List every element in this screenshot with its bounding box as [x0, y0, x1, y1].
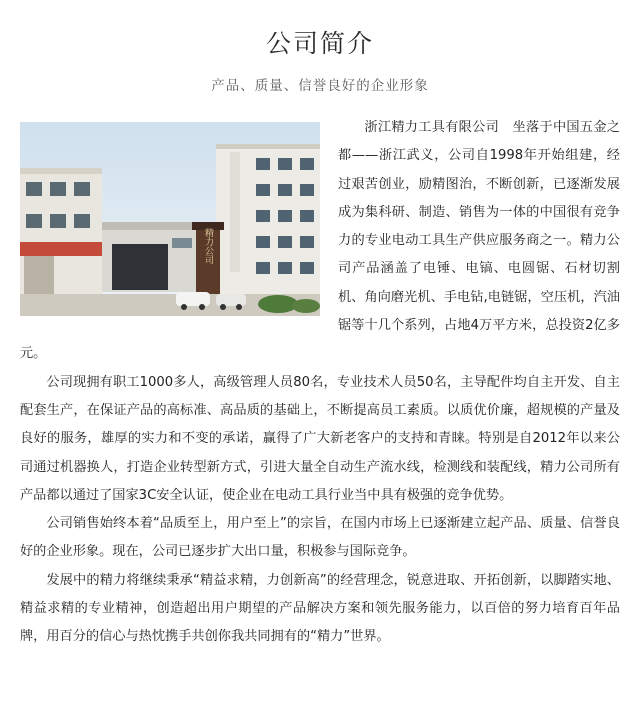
gate-sign-text: 精力公司	[203, 228, 213, 264]
intro-text	[20, 114, 620, 652]
paragraph-4: 发展中的精力将继续秉承“精益求精，力创新高”的经营理念，锐意进取、开拓创新，以脚踏实地、精益求精的专业精神，创造超出用户期望的产品解决方案和领先服务能力，以百倍的努力培育百年品牌，用百分的信心与热忱携手共创你我共同拥有的“精力”世界。	[20, 572, 620, 645]
paragraph-1: 浙江精力工具有限公司 坐落于中国五金之都——浙江武义，公司自1998年开始组建，经过艰苦创业，励精图治，不断创新，已逐渐发展成为集科研、制造、销售为一体的中国很有竞争力的专业电动工具生产供应服务商之一。精力公司产品涵盖了电锤、电镐、电圆锯、石材切割机、角向磨光机、手电钻,电链锯，空压机，汽油锯等十几个系列，占地4万平方米，总投资2亿多元。	[20, 120, 620, 362]
paragraph-2: 公司现拥有职工1000多人，高级管理人员80名，专业技术人员50名，主导配件均自主开发、自主配套生产，在保证产品的高标准、高品质的基础上，不断提高员工素质。以质优价廉，超规模的产量及良好的服务，雄厚的实力和不变的承诺，赢得了广大新老客户的支持和青睐。特别是自2012年以来公司通过机器换人，打造企业转型新方式，引进大量全自动生产流水线，检测线和装配线，精力公司所有产品都以通过了国家3C安全认证，使企业在电动工具行业当中具有极强的竞争优势。	[20, 374, 620, 503]
paragraph-3: 公司销售始终本着“品质至上，用户至上”的宗旨，在国内市场上已逐渐建立起产品、质量、信誉良好的企业形象。现在，公司已逐步扩大出口量，积极参与国际竞争。	[20, 516, 620, 560]
page-subtitle: 产品、质量、信誉良好的企业形象	[211, 78, 429, 94]
page-title: 公司简介	[265, 29, 374, 58]
